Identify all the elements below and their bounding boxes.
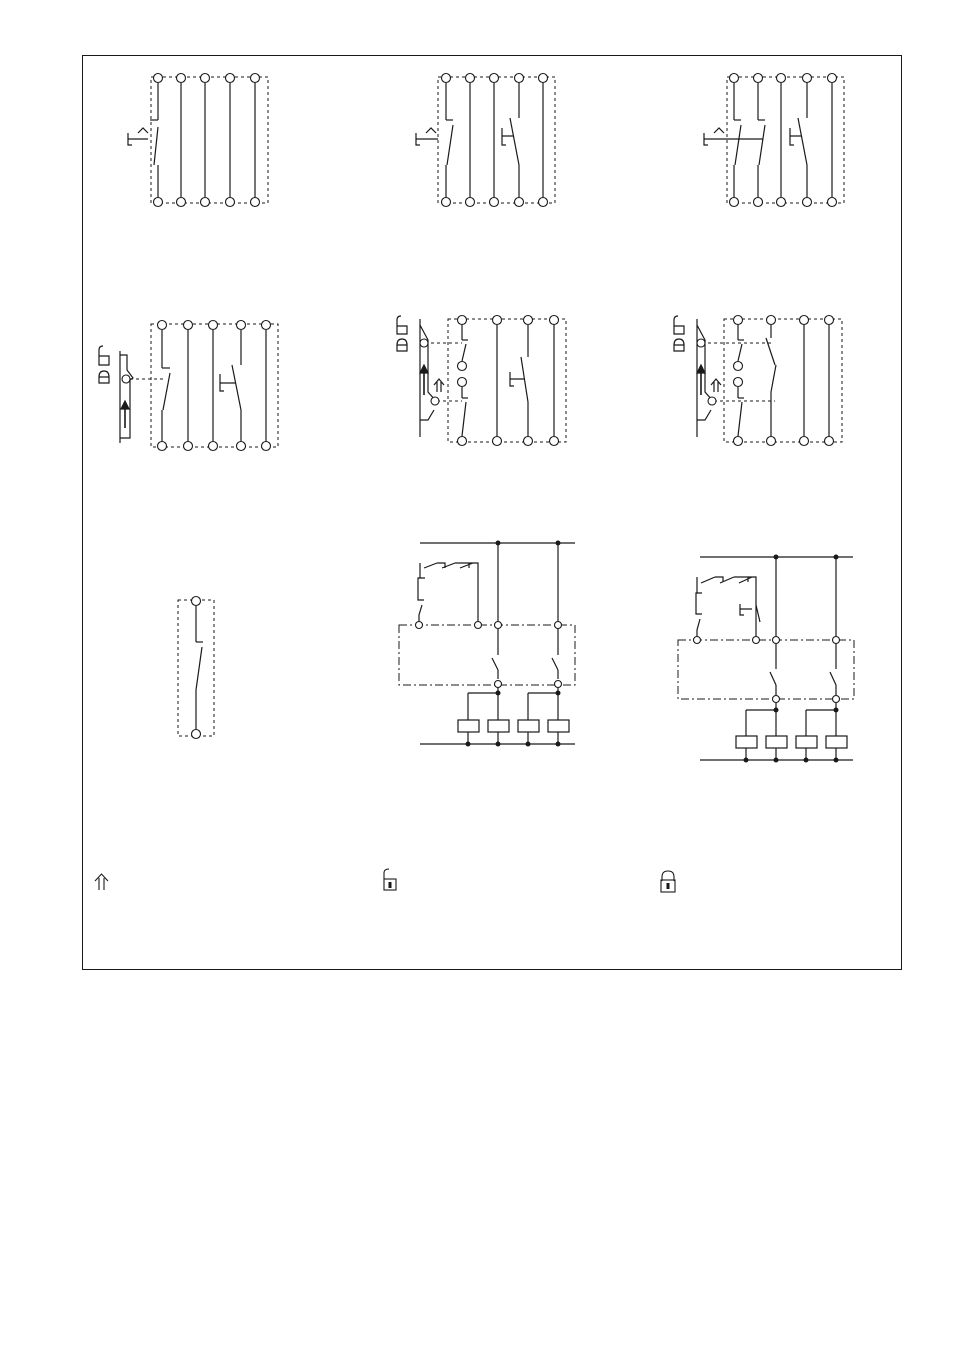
positive-opening-arrow-icon xyxy=(94,872,114,894)
contact-block-diagram-2 xyxy=(410,70,570,210)
interlock-diagram-5 xyxy=(390,310,575,455)
safety-circuit-diagram-9 xyxy=(675,550,860,765)
unlocked-padlock-icon xyxy=(380,868,400,890)
interlock-diagram-6 xyxy=(670,310,850,455)
locked-padlock-icon xyxy=(659,870,679,892)
single-contact-diagram-7 xyxy=(170,590,225,745)
safety-circuit-diagram-8 xyxy=(395,535,585,750)
interlock-diagram-4 xyxy=(95,315,285,455)
terminals-top xyxy=(154,74,260,83)
contact-block-diagram-1 xyxy=(120,70,280,210)
contact-block-diagram-3 xyxy=(695,70,855,210)
